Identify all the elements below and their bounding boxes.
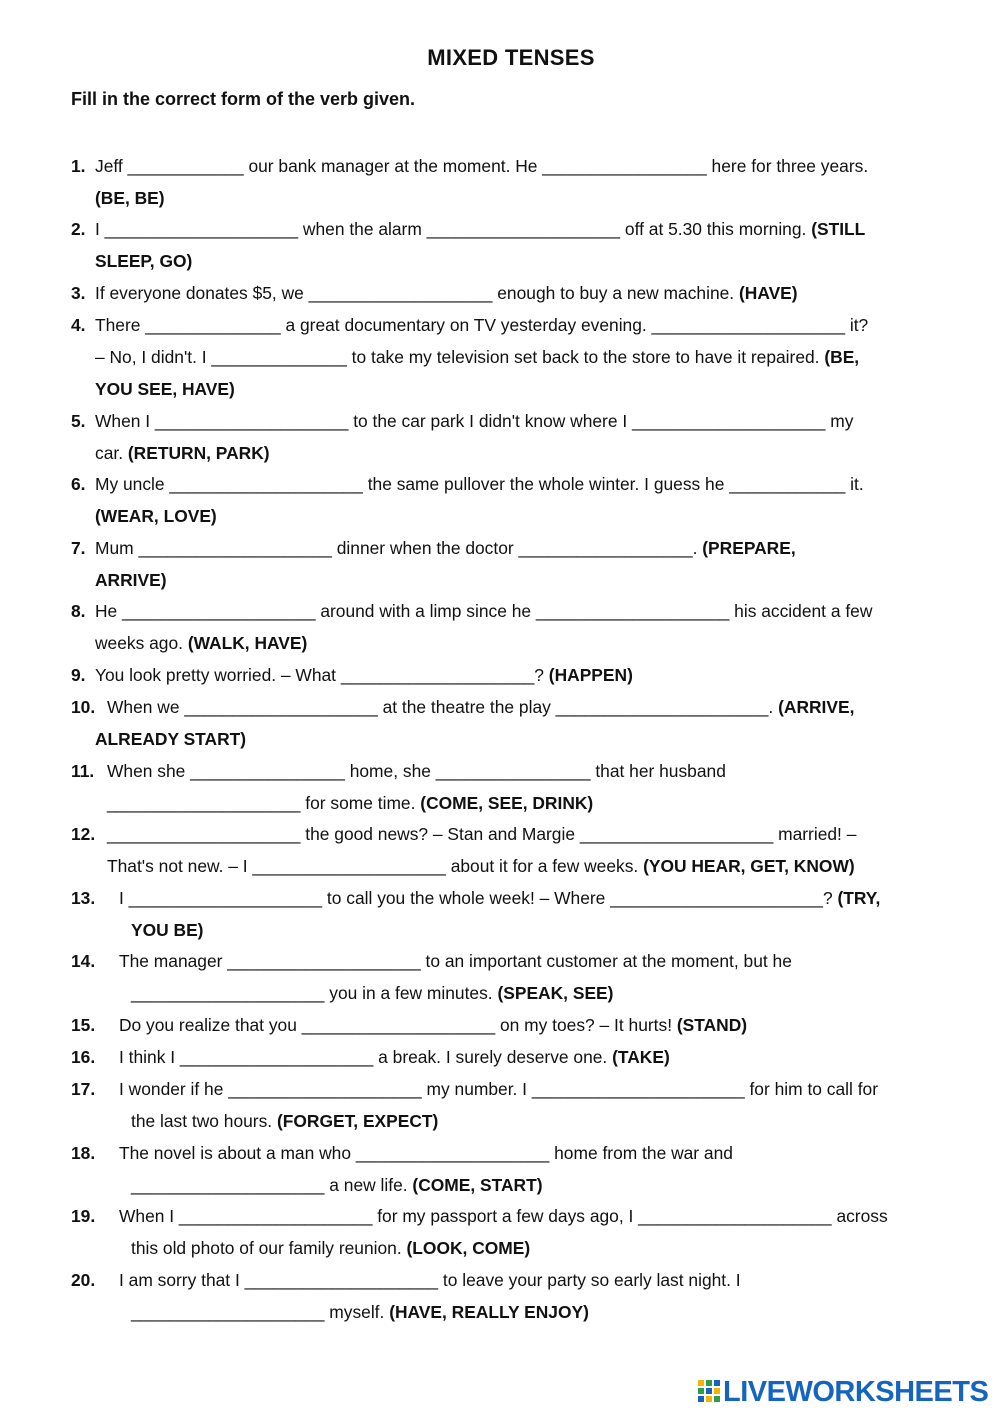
- sentence-text: ____________________ you in a few minutes.: [131, 983, 498, 1003]
- sentence-text: I wonder if he ____________________ my number. I ______________________ for him to call for: [119, 1079, 878, 1099]
- sentence-text: ____________________ for some time.: [107, 793, 421, 813]
- exercise-number: 13.: [71, 888, 96, 908]
- exercise-number: 9.: [71, 665, 86, 685]
- exercise-line: [95, 659, 633, 691]
- verb-hint: (BE,: [824, 347, 860, 367]
- exercise-number: 8.: [71, 601, 86, 621]
- sentence-text: My uncle ____________________ the same pullover the whole winter. I guess he ____________ it.: [95, 474, 864, 494]
- liveworksheets-logo: [697, 1374, 988, 1410]
- verb-hint: (HAVE, REALLY ENJOY): [389, 1302, 589, 1322]
- verb-hint: ALREADY START): [95, 729, 247, 749]
- sentence-text: I ____________________ to call you the whole week! – Where ______________________?: [119, 888, 838, 908]
- exercise-line: [95, 150, 868, 182]
- exercise-line: [131, 1232, 530, 1264]
- exercise-line: [107, 850, 855, 882]
- liveworksheets-logo-icon: [697, 1378, 721, 1406]
- exercise-number: 15.: [71, 1015, 96, 1035]
- verb-hint: (RETURN, PARK): [127, 443, 270, 463]
- exercise-line: [107, 818, 856, 850]
- exercise-number: 6.: [71, 474, 86, 494]
- exercise-line: [131, 1169, 543, 1201]
- exercise-line: [95, 373, 235, 405]
- exercise-number: 19.: [71, 1206, 96, 1226]
- exercise-number: 18.: [71, 1143, 96, 1163]
- exercise-number: 3.: [71, 283, 86, 303]
- verb-hint: YOU SEE, HAVE): [95, 379, 235, 399]
- sentence-text: The novel is about a man who ____________________ home from the war and: [119, 1143, 733, 1163]
- exercise-line: [95, 245, 192, 277]
- verb-hint: (HAPPEN): [548, 665, 633, 685]
- sentence-text: ____________________ a new life.: [131, 1175, 413, 1195]
- exercise-line: [131, 1105, 438, 1137]
- exercise-line: [119, 1264, 741, 1296]
- verb-hint: (WALK, HAVE): [187, 633, 308, 653]
- sentence-text: When she ________________ home, she ________________ that her husband: [107, 761, 726, 781]
- sentence-text: Do you realize that you ____________________ on my toes? – It hurts!: [119, 1015, 677, 1035]
- exercise-line: [95, 500, 217, 532]
- verb-hint: (WEAR, LOVE): [95, 506, 217, 526]
- sentence-text: If everyone donates $5, we ___________________ enough to buy a new machine.: [95, 283, 739, 303]
- exercise-line: [131, 1296, 589, 1328]
- instructions: Fill in the correct form of the verb given.: [71, 89, 416, 109]
- sentence-text: I ____________________ when the alarm ____________________ off at 5.30 this morning.: [95, 219, 812, 239]
- exercise-line: [107, 691, 854, 723]
- exercise-number: 14.: [71, 951, 96, 971]
- exercise-number: 16.: [71, 1047, 96, 1067]
- exercise-line: [95, 723, 246, 755]
- exercise-line: [119, 945, 792, 977]
- exercise-number: 5.: [71, 411, 86, 431]
- sentence-text: this old photo of our family reunion.: [131, 1238, 407, 1258]
- verb-hint: (COME, SEE, DRINK): [420, 793, 594, 813]
- exercise-line: [95, 627, 307, 659]
- exercise-line: [95, 405, 853, 437]
- verb-hint: SLEEP, GO): [95, 251, 193, 271]
- exercise-line: [119, 1200, 888, 1232]
- sentence-text: He ____________________ around with a limp since he ____________________ his accident a few: [95, 601, 873, 621]
- sentence-text: – No, I didn't. I ______________ to take my television set back to the store to have it repaired.: [95, 347, 825, 367]
- sentence-text: You look pretty worried. – What ____________________?: [95, 665, 549, 685]
- exercise-number: 1.: [71, 156, 86, 176]
- sentence-text: weeks ago.: [95, 633, 188, 653]
- exercise-line: [119, 1009, 747, 1041]
- verb-hint: (BE, BE): [95, 188, 165, 208]
- verb-hint: (HAVE): [738, 283, 798, 303]
- sentence-text: Mum ____________________ dinner when the doctor __________________.: [95, 538, 703, 558]
- verb-hint: (FORGET, EXPECT): [276, 1111, 439, 1131]
- sentence-text: That's not new. – I ____________________ about it for a few weeks.: [107, 856, 644, 876]
- sentence-text: The manager ____________________ to an important customer at the moment, but he: [119, 951, 792, 971]
- verb-hint: (STAND): [676, 1015, 748, 1035]
- exercise-line: [107, 755, 726, 787]
- exercise-line: [119, 1073, 878, 1105]
- exercise-line: [131, 977, 613, 1009]
- exercise-line: [95, 277, 798, 309]
- verb-hint: (STILL: [811, 219, 866, 239]
- sentence-text: When I ____________________ to the car park I didn't know where I ____________________ my: [95, 411, 854, 431]
- logo-text: LIVEWORKSHEETS: [723, 1375, 989, 1408]
- verb-hint: ARRIVE): [95, 570, 167, 590]
- exercise-line: [95, 468, 864, 500]
- verb-hint: (COME, START): [412, 1175, 543, 1195]
- exercise-line: [95, 437, 270, 469]
- page-title: MIXED TENSES: [427, 45, 595, 70]
- verb-hint: YOU BE): [131, 920, 204, 940]
- exercise-line: [131, 914, 203, 946]
- verb-hint: (TAKE): [612, 1047, 670, 1067]
- exercise-line: [95, 309, 868, 341]
- exercise-line: [119, 1041, 670, 1073]
- verb-hint: (TRY,: [837, 888, 881, 908]
- sentence-text: car.: [95, 443, 128, 463]
- exercise-line: [95, 341, 859, 373]
- sentence-text: There ______________ a great documentary on TV yesterday evening. ____________________ it?: [95, 315, 869, 335]
- verb-hint: (ARRIVE,: [778, 697, 855, 717]
- sentence-text: When I ____________________ for my passport a few days ago, I ____________________ across: [119, 1206, 888, 1226]
- sentence-text: ____________________ myself.: [131, 1302, 390, 1322]
- exercise-number: 7.: [71, 538, 86, 558]
- exercise-number: 17.: [71, 1079, 96, 1099]
- verb-hint: (LOOK, COME): [406, 1238, 531, 1258]
- sentence-text: ____________________ the good news? – Stan and Margie ____________________ married! –: [107, 824, 857, 844]
- sentence-text: I am sorry that I ____________________ to leave your party so early last night. I: [119, 1270, 741, 1290]
- exercise-number: 4.: [71, 315, 86, 335]
- exercise-number: 10.: [71, 697, 96, 717]
- exercise-line: [119, 1137, 733, 1169]
- exercise-number: 2.: [71, 219, 86, 239]
- exercise-line: [95, 595, 872, 627]
- sentence-text: the last two hours.: [131, 1111, 277, 1131]
- exercise-line: [95, 532, 796, 564]
- verb-hint: (PREPARE,: [702, 538, 796, 558]
- exercise-line: [95, 182, 165, 214]
- exercise-line: [119, 882, 880, 914]
- verb-hint: (YOU HEAR, GET, KNOW): [643, 856, 855, 876]
- exercise-line: [107, 787, 593, 819]
- sentence-text: When we ____________________ at the theatre the play ______________________.: [107, 697, 779, 717]
- exercise-number: 12.: [71, 824, 96, 844]
- verb-hint: (SPEAK, SEE): [497, 983, 614, 1003]
- sentence-text: Jeff ____________ our bank manager at the moment. He _________________ here for three years.: [95, 156, 869, 176]
- exercise-line: [95, 213, 865, 245]
- sentence-text: I think I ____________________ a break. I surely deserve one.: [119, 1047, 613, 1067]
- exercise-line: [95, 564, 167, 596]
- exercise-number: 20.: [71, 1270, 96, 1290]
- exercise-number: 11.: [71, 761, 95, 781]
